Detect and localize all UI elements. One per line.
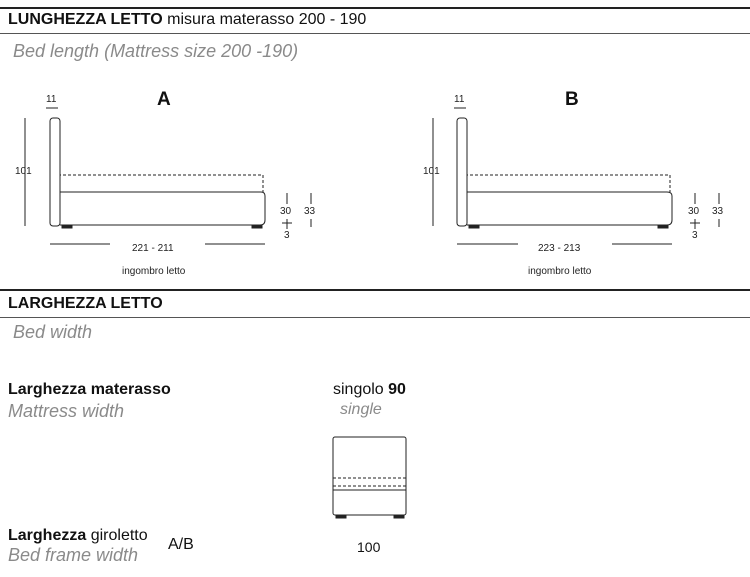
bed-top-view-single xyxy=(333,437,406,518)
bed-side-view-b xyxy=(433,108,719,244)
diagram-a-headboard-thickness: 11 xyxy=(46,94,57,105)
a-base xyxy=(60,192,265,225)
width-section-subtitle: Bed width xyxy=(13,322,93,342)
diagram-b-caption: ingombro letto xyxy=(528,266,592,277)
a-headboard xyxy=(50,118,60,226)
length-section-subtitle: Bed length (Mattress size 200 -190) xyxy=(13,41,299,61)
diagram-b-h3: 3 xyxy=(692,230,698,241)
diagram-a-h33: 33 xyxy=(304,206,316,217)
width-section-top-rule xyxy=(0,289,750,291)
a-foot-left xyxy=(62,225,72,228)
diagram-a-length: 221 - 211 xyxy=(132,243,174,254)
diagram-a-letter: A xyxy=(157,89,171,110)
frame-label-bold: Larghezza xyxy=(8,527,87,544)
top-view-frame xyxy=(333,437,406,515)
mattress-width-label: Larghezza materasso xyxy=(8,381,171,398)
length-title-rest: misura materasso 200 - 190 xyxy=(167,11,367,28)
length-title-bold: LUNGHEZZA LETTO xyxy=(8,11,163,28)
diagram-a-height: 101 xyxy=(15,166,32,177)
width-section-title xyxy=(8,295,163,313)
frame-width-suffix: A/B xyxy=(168,536,194,553)
width-title-underline xyxy=(0,317,750,318)
top-view-foot-right xyxy=(394,515,404,518)
diagram-b-height: 101 xyxy=(423,166,440,177)
diagram-b-length: 223 - 213 xyxy=(538,243,581,254)
frame-label-rest: giroletto xyxy=(90,527,148,544)
b-foot-left xyxy=(469,225,479,228)
b-headboard xyxy=(457,118,467,226)
diagram-a-h30: 30 xyxy=(280,206,292,217)
size-single-en: single xyxy=(340,401,382,418)
frame-width-value: 100 xyxy=(357,539,381,555)
b-foot-right xyxy=(658,225,668,228)
bed-side-view-a xyxy=(25,108,311,244)
b-mattress xyxy=(467,175,670,192)
diagram-b-headboard-thickness: 11 xyxy=(454,94,465,105)
frame-width-label xyxy=(8,527,148,545)
diagram-b-h33: 33 xyxy=(712,206,724,217)
a-mattress xyxy=(60,175,263,192)
mattress-width-label-en: Mattress width xyxy=(8,401,125,421)
diagram-b-h30: 30 xyxy=(688,206,700,217)
a-foot-right xyxy=(252,225,262,228)
size-prefix: singolo xyxy=(333,381,384,398)
diagram-b-letter: B xyxy=(565,89,579,110)
top-view-foot-left xyxy=(336,515,346,518)
diagram-a-h3: 3 xyxy=(284,230,290,241)
diagram-a-caption: ingombro letto xyxy=(122,266,186,277)
frame-width-label-en: Bed frame width xyxy=(8,545,139,565)
b-base xyxy=(467,192,672,225)
size-single-label xyxy=(333,381,406,399)
size-value: 90 xyxy=(388,381,406,398)
width-title-bold: LARGHEZZA LETTO xyxy=(8,295,163,312)
